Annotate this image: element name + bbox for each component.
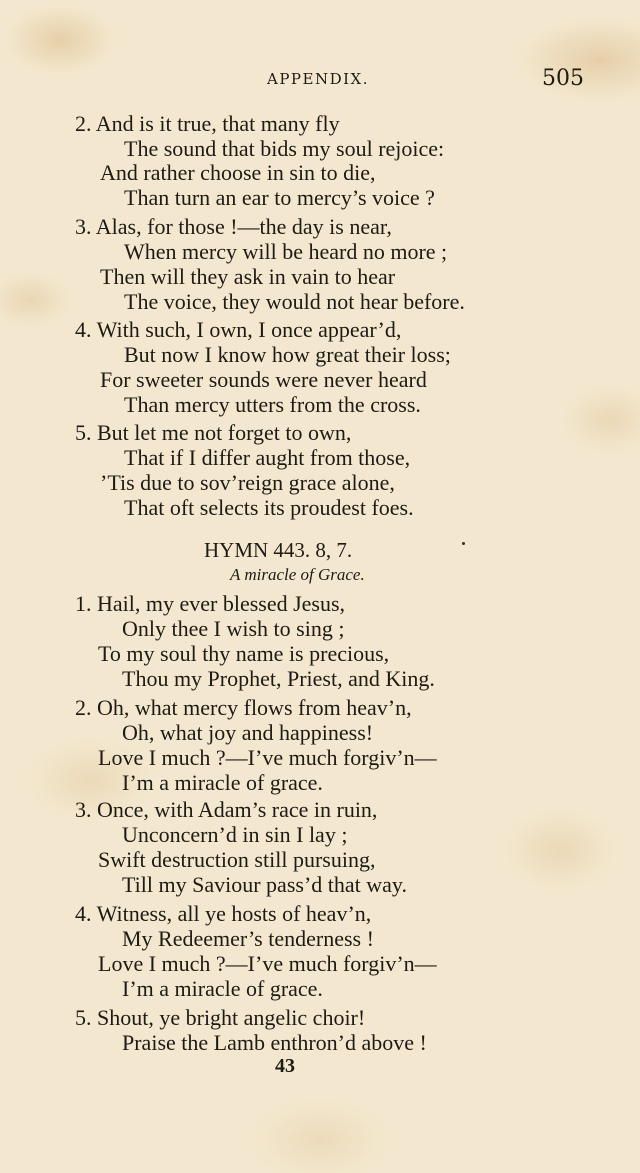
verse-line: That oft selects its proudest foes. bbox=[124, 495, 414, 520]
verse-line: The voice, they would not hear before. bbox=[124, 289, 465, 314]
hymn-subtitle: A miracle of Grace. bbox=[230, 565, 365, 584]
hymn-title: HYMN 443. 8, 7. bbox=[204, 538, 353, 562]
verse-line: Oh, what joy and happiness! bbox=[122, 720, 374, 745]
verse-line: Then will they ask in vain to hear bbox=[100, 264, 396, 289]
verse-line: I’m a miracle of grace. bbox=[122, 770, 323, 795]
verse-line: ’Tis due to sov’reign grace alone, bbox=[100, 470, 395, 495]
verse-line: The sound that bids my soul rejoice: bbox=[124, 136, 445, 161]
verse-line: When mercy will be heard no more ; bbox=[124, 239, 448, 264]
verse-line: 4. Witness, all ye hosts of heav’n, bbox=[75, 901, 372, 926]
verse-line: That if I differ aught from those, bbox=[124, 445, 411, 470]
verse-line: Praise the Lamb enthron’d above ! bbox=[122, 1030, 427, 1055]
verse-line: Than turn an ear to mercy’s voice ? bbox=[124, 185, 435, 210]
verse-line: 5. But let me not forget to own, bbox=[75, 420, 352, 445]
verse-line: Unconcern’d in sin I lay ; bbox=[122, 822, 348, 847]
verse-line: 3. Once, with Adam’s race in ruin, bbox=[75, 797, 378, 822]
printer-dot bbox=[462, 542, 465, 545]
verse-line: And rather choose in sin to die, bbox=[100, 160, 376, 185]
verse-line: Swift destruction still pursuing, bbox=[98, 847, 376, 872]
signature-mark: 43 bbox=[275, 1055, 295, 1077]
verse-line: 4. With such, I own, I once appear’d, bbox=[75, 317, 402, 342]
running-header: APPENDIX. bbox=[267, 70, 369, 88]
verse-line: 5. Shout, ye bright angelic choir! bbox=[75, 1005, 366, 1030]
verse-line: Thou my Prophet, Priest, and King. bbox=[122, 666, 435, 691]
verse-line: 1. Hail, my ever blessed Jesus, bbox=[75, 591, 346, 616]
verse-line: Only thee I wish to sing ; bbox=[122, 616, 345, 641]
verse-line: To my soul thy name is precious, bbox=[98, 641, 390, 666]
verse-line: For sweeter sounds were never heard bbox=[100, 367, 427, 392]
verse-line: I’m a miracle of grace. bbox=[122, 976, 323, 1001]
verse-line: Love I much ?—I’ve much forgiv’n— bbox=[98, 951, 437, 976]
page-number: 505 bbox=[542, 66, 584, 91]
verse-line: But now I know how great their loss; bbox=[124, 342, 451, 367]
verse-line: Than mercy utters from the cross. bbox=[124, 392, 421, 417]
verse-line: Love I much ?—I’ve much forgiv’n— bbox=[98, 745, 437, 770]
verse-line: My Redeemer’s tenderness ! bbox=[122, 926, 374, 951]
verse-line: 2. And is it true, that many fly bbox=[75, 111, 340, 136]
verse-line: 2. Oh, what mercy flows from heav’n, bbox=[75, 695, 412, 720]
verse-line: 3. Alas, for those !—the day is near, bbox=[75, 214, 392, 239]
verse-line: Till my Saviour pass’d that way. bbox=[122, 872, 407, 897]
